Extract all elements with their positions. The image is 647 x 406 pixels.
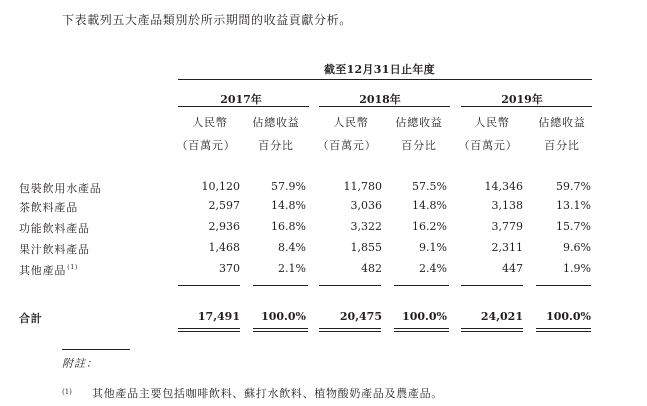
col-pct-2017-line1: 佔總收益: [252, 116, 300, 129]
total-double-rule: [536, 328, 591, 329]
cell: 59.7%: [556, 180, 591, 193]
year-2018-rule: [319, 106, 450, 107]
cell: 9.6%: [563, 241, 591, 254]
footnote-text: 其他產品主要包括咖啡飲料、蘇打水飲料、植物酸奶產品及農產品。: [92, 387, 443, 400]
subtotal-rule: [253, 285, 308, 286]
cell: 447: [502, 262, 523, 275]
cell: 57.9%: [271, 180, 306, 193]
col-pct-2018-line1: 佔總收益: [395, 116, 443, 129]
cell: 57.5%: [412, 180, 447, 193]
row-label-packaged-water: 包裝飲用水產品: [19, 182, 102, 195]
subtotal-rule: [319, 285, 381, 286]
col-rmb-2019-line2: （百萬元）: [458, 139, 518, 152]
subtotal-rule: [461, 285, 523, 286]
subtotal-rule: [178, 285, 240, 286]
total-double-rule: [319, 331, 381, 332]
total-double-rule: [461, 328, 523, 329]
footnote-ref: (1): [67, 264, 79, 272]
total-double-rule: [178, 328, 240, 329]
row-label-juice: 果汁飲料產品: [19, 243, 90, 256]
total-cell: 100.0%: [546, 310, 591, 323]
total-cell: 24,021: [480, 310, 523, 323]
col-rmb-2018-line1: 人民幣: [333, 116, 369, 129]
total-double-rule: [319, 328, 381, 329]
cell: 1,468: [208, 241, 240, 254]
footnote-separator: [62, 349, 130, 350]
cell: 8.4%: [278, 241, 306, 254]
cell: 1.9%: [563, 262, 591, 275]
cell: 2.1%: [278, 262, 306, 275]
cell: 3,322: [350, 220, 382, 233]
cell: 2,597: [208, 199, 240, 212]
cell: 14.8%: [412, 199, 447, 212]
total-double-rule: [253, 331, 308, 332]
col-rmb-2018-line2: （百萬元）: [317, 139, 377, 152]
period-header: 截至12月31日止年度: [324, 63, 435, 76]
total-double-rule: [394, 331, 449, 332]
cell: 3,779: [491, 220, 523, 233]
total-cell: 20,475: [339, 310, 382, 323]
header-rule: [178, 79, 592, 80]
row-label-others-text: 其他產品: [19, 264, 67, 277]
subtotal-rule: [394, 285, 449, 286]
cell: 11,780: [343, 180, 382, 193]
col-pct-2017-line2: 百分比: [258, 139, 294, 152]
cell: 1,855: [350, 241, 382, 254]
total-cell: 17,491: [197, 310, 240, 323]
cell: 3,036: [350, 199, 382, 212]
total-double-rule: [394, 328, 449, 329]
row-label-functional: 功能飲料產品: [19, 222, 90, 235]
cell: 370: [219, 262, 240, 275]
cell: 14.8%: [271, 199, 306, 212]
cell: 13.1%: [556, 199, 591, 212]
year-2017-header: 2017年: [220, 93, 262, 106]
total-double-rule: [461, 331, 523, 332]
year-2017-rule: [178, 106, 309, 107]
total-double-rule: [253, 328, 308, 329]
footnote-heading: 附註：: [62, 357, 98, 370]
year-2019-header: 2019年: [501, 93, 543, 106]
total-double-rule: [536, 331, 591, 332]
cell: 14,346: [484, 180, 523, 193]
total-cell: 100.0%: [402, 310, 447, 323]
cell: 16.8%: [271, 220, 306, 233]
cell: 2,311: [491, 241, 523, 254]
cell: 9.1%: [419, 241, 447, 254]
cell: 2,936: [208, 220, 240, 233]
cell: 10,120: [201, 180, 240, 193]
total-double-rule: [178, 331, 240, 332]
col-rmb-2019-line1: 人民幣: [474, 116, 510, 129]
row-label-others: [19, 262, 78, 278]
cell: 15.7%: [556, 220, 591, 233]
col-pct-2018-line2: 百分比: [401, 139, 437, 152]
footnote-marker: (1): [62, 388, 72, 396]
intro-text: 下表載列五大產品類別於所示期間的收益貢獻分析。: [62, 13, 352, 27]
cell: 3,138: [491, 199, 523, 212]
row-label-tea: 茶飲料產品: [19, 201, 78, 214]
subtotal-rule: [536, 285, 591, 286]
year-2019-rule: [461, 106, 592, 107]
total-label: 合計: [19, 312, 43, 325]
year-2018-header: 2018年: [359, 93, 401, 106]
cell: 16.2%: [412, 220, 447, 233]
cell: 482: [361, 262, 382, 275]
col-pct-2019-line1: 佔總收益: [538, 116, 586, 129]
col-rmb-2017-line2: （百萬元）: [176, 139, 236, 152]
col-pct-2019-line2: 百分比: [544, 139, 580, 152]
col-rmb-2017-line1: 人民幣: [192, 116, 228, 129]
total-cell: 100.0%: [261, 310, 306, 323]
cell: 2.4%: [419, 262, 447, 275]
